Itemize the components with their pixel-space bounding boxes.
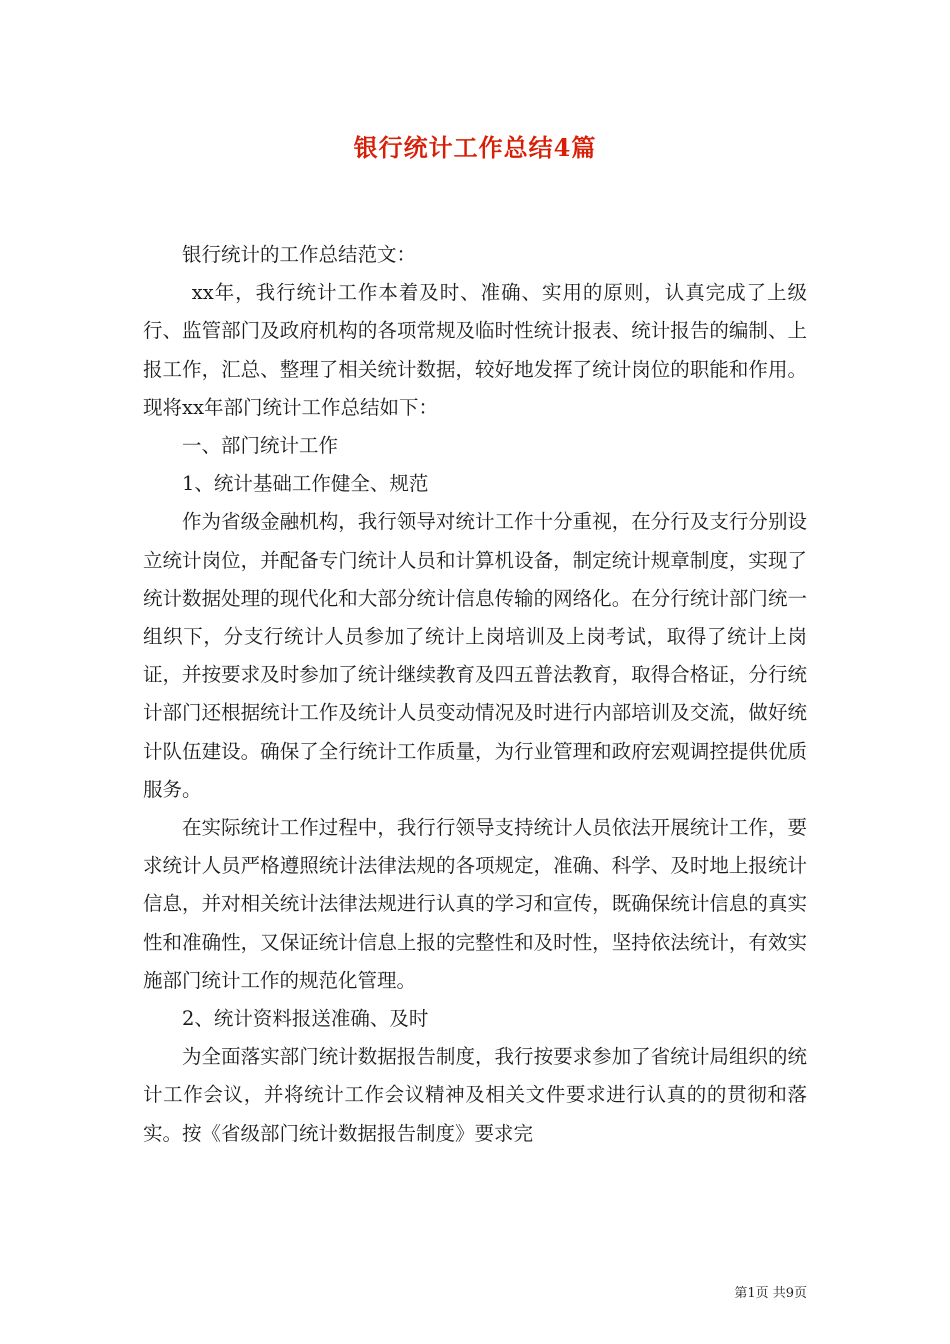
paragraph-summary: xx年，我行统计工作本着及时、准确、实用的原则，认真完成了上级行、监管部门及政府机构的各项常规及临时性统计报表、统计报告的编制、上报工作，汇总、整理了相关统计数据，较好地发挥了统计岗位的职能和作用。现将xx年部门统计工作总结如下： bbox=[143, 281, 807, 419]
document-body bbox=[143, 236, 807, 1153]
paragraph-body: 作为省级金融机构，我行领导对统计工作十分重视，在分行及支行分别设立统计岗位，并配备专门统计人员和计算机设备，制定统计规章制度，实现了统计数据处理的现代化和大部分统计信息传输的网络化。在分行统计部门统一组织下，分支行统计人员参加了统计上岗培训及上岗考试，取得了统计上岗证，并按要求及时参加了统计继续教育及四五普法教育，取得合格证，分行统计部门还根据统计工作及统计人员变动情况及时进行内部培训及交流，做好统计队伍建设。确保了全行统计工作质量，为行业管理和政府宏观调控提供优质服务。 bbox=[143, 510, 807, 801]
document-title: 银行统计工作总结4篇 bbox=[353, 133, 597, 162]
subsection-heading: 1、统计基础工作健全、规范 bbox=[182, 472, 429, 496]
section-heading: 一、部门统计工作 bbox=[182, 434, 339, 458]
paragraph-body: 为全面落实部门统计数据报告制度，我行按要求参加了省统计局组织的统计工作会议，并将统计工作会议精神及相关文件要求进行认真的的贯彻和落实。按《省级部门统计数据报告制度》要求完 bbox=[143, 1045, 807, 1145]
page-number: 第1页 共9页 bbox=[734, 1286, 807, 1301]
paragraph-body: 在实际统计工作过程中，我行行领导支持统计人员依法开展统计工作，要求统计人员严格遵照统计法律法规的各项规定，准确、科学、及时地上报统计信息，并对相关统计法律法规进行认真的学习和宣传，既确保统计信息的真实性和准确性，又保证统计信息上报的完整性和及时性，坚持依法统计，有效实施部门统计工作的规范化管理。 bbox=[143, 816, 807, 992]
paragraph-intro: 银行统计的工作总结范文： bbox=[182, 243, 417, 266]
subsection-heading: 2、统计资料报送准确、及时 bbox=[182, 1007, 429, 1031]
